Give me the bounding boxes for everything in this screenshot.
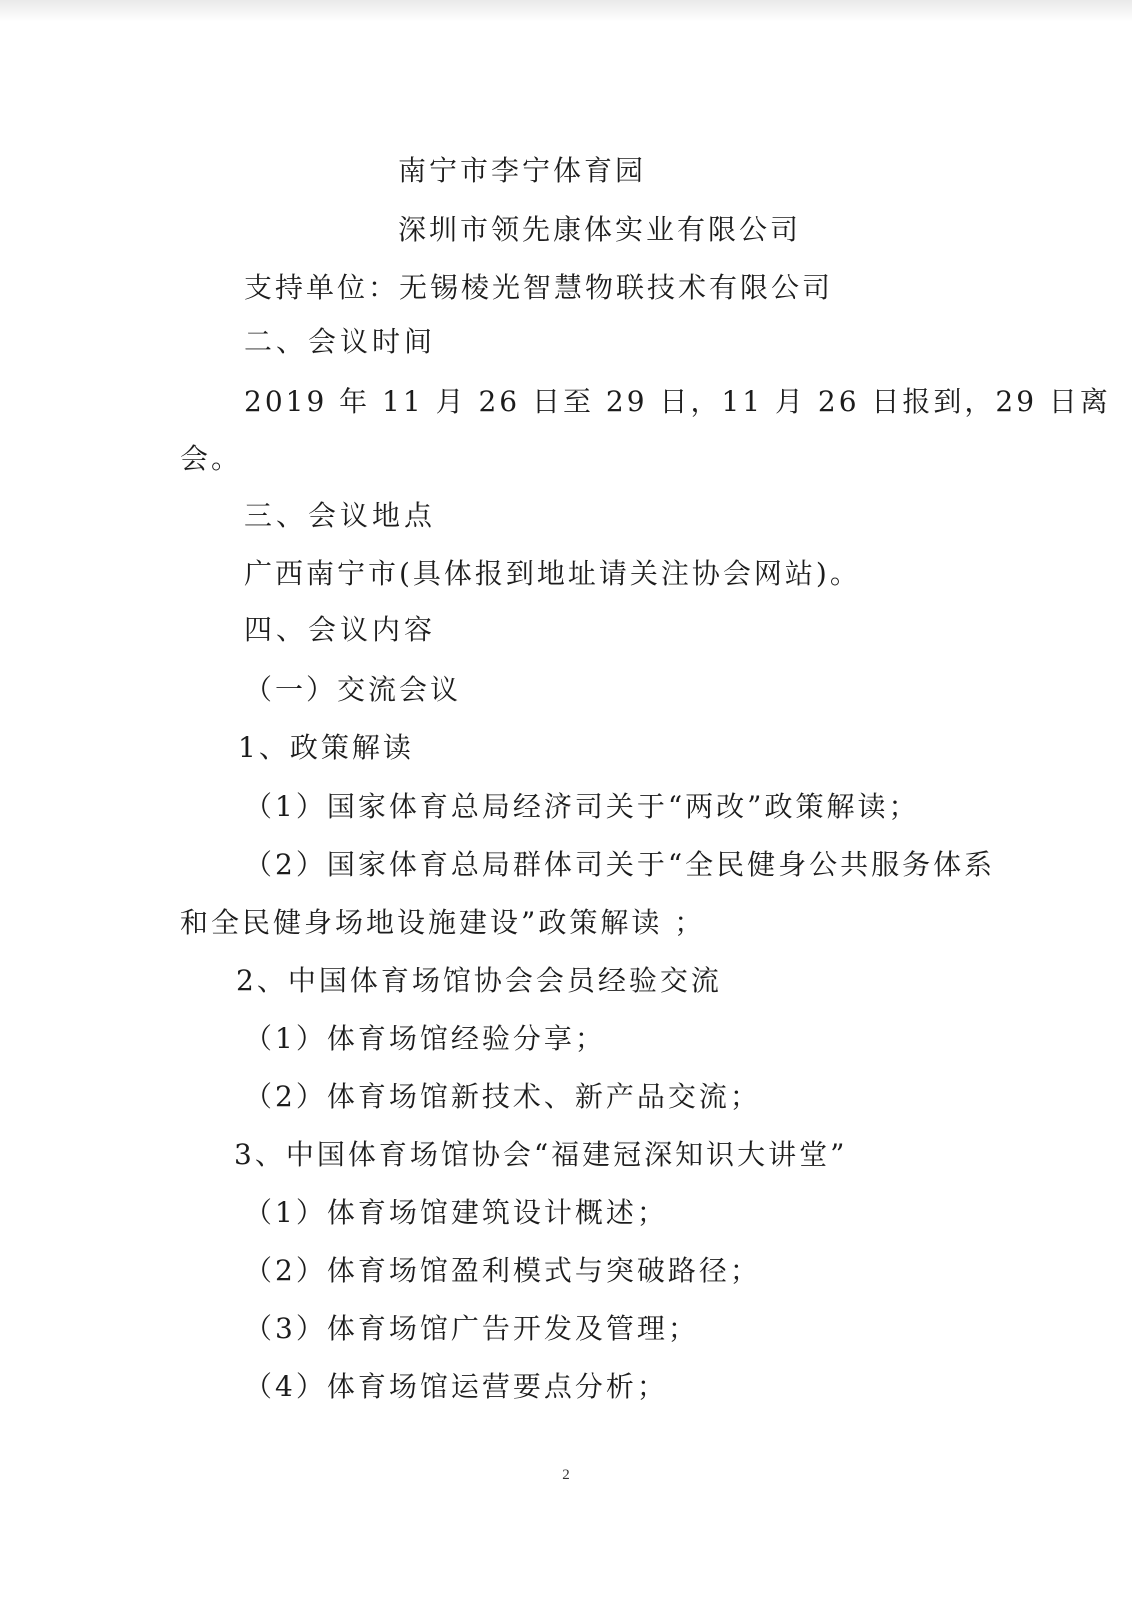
scan-shadow xyxy=(0,0,1132,22)
list-heading-line: 1、政策解读 xyxy=(238,731,414,764)
list-heading-line: 2、中国体育场馆协会会员经验交流 xyxy=(236,964,722,997)
list-item: （1）体育场馆建筑设计概述； xyxy=(244,1196,668,1229)
subheading-line: （一）交流会议 xyxy=(244,673,462,706)
section-heading-location: 三、会议地点 xyxy=(244,499,437,532)
supporting-unit-line: 支持单位：无锡棱光智慧物联技术有限公司 xyxy=(244,271,834,304)
list-item-continuation: 和全民健身场地设施建设”政策解读 ； xyxy=(180,906,706,939)
section-heading-content: 四、会议内容 xyxy=(244,613,437,646)
organizer-line: 深圳市领先康体实业有限公司 xyxy=(398,213,802,246)
list-heading-line: 3、中国体育场馆协会“福建冠深知识大讲堂” xyxy=(234,1138,848,1171)
section-heading-time: 二、会议时间 xyxy=(244,325,437,358)
list-item: （2）体育场馆盈利模式与突破路径； xyxy=(244,1254,761,1287)
list-item: （3）体育场馆广告开发及管理； xyxy=(244,1312,699,1345)
page-number: 2 xyxy=(562,1467,570,1483)
list-item: （2）国家体育总局群体司关于“全民健身公共服务体系 xyxy=(244,848,996,881)
paragraph-line: 2019 年 11 月 26 日至 29 日，11 月 26 日报到，29 日离 xyxy=(244,385,1111,418)
paragraph-line: 会。 xyxy=(180,442,243,475)
organizer-line: 南宁市李宁体育园 xyxy=(398,154,647,187)
list-item: （1）国家体育总局经济司关于“两改”政策解读； xyxy=(244,790,920,823)
list-item: （2）体育场馆新技术、新产品交流； xyxy=(244,1080,761,1113)
paragraph-line: 广西南宁市(具体报到地址请关注协会网站)。 xyxy=(244,557,861,590)
list-item: （1）体育场馆经验分享； xyxy=(244,1022,606,1055)
list-item: （4）体育场馆运营要点分析； xyxy=(244,1370,668,1403)
